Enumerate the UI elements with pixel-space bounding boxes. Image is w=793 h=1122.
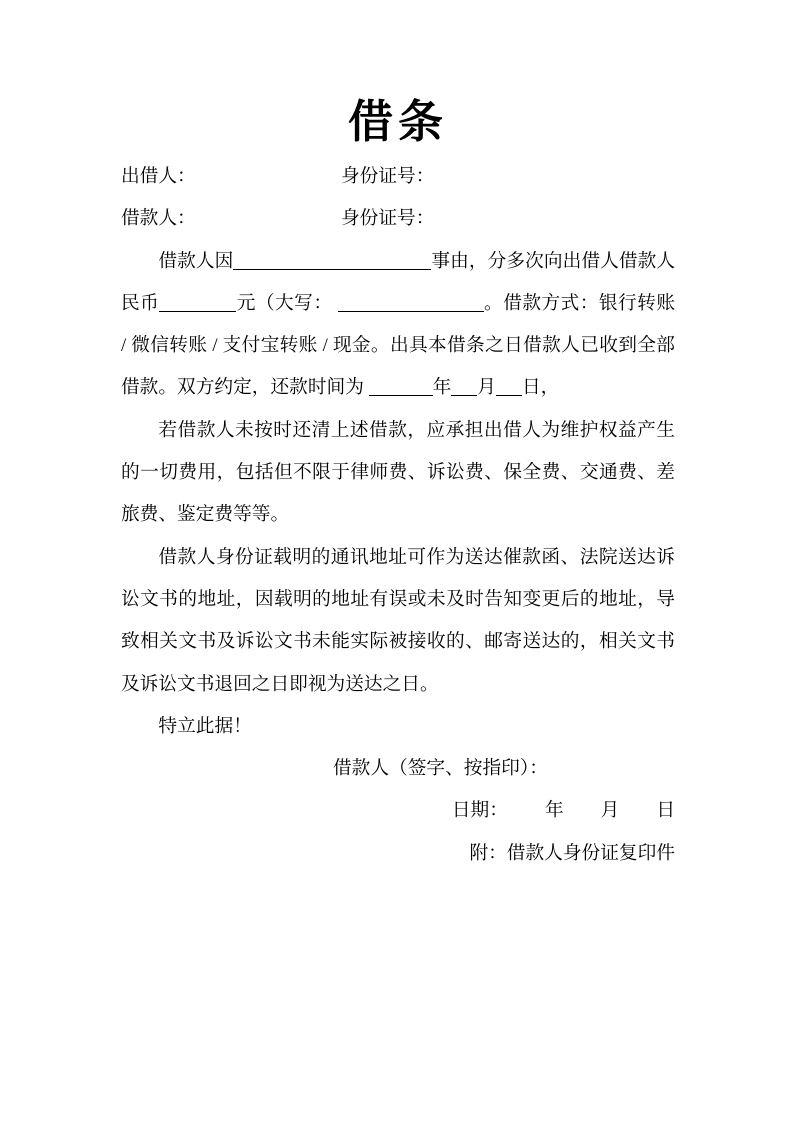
lender-label: 出借人： bbox=[121, 166, 196, 187]
paragraph-loan-details: 借款人因 事由，分多次向出借人借款人民币 元（大写： 。借款方式：银行转账 / 微信转账 / 支付宝转账 / 现金。出具本借条之日借款人已收到全部借款。双方约定，还款时间为 年 月 日， bbox=[121, 250, 676, 399]
date-day-label: 日 bbox=[656, 800, 675, 822]
paragraph-breach-costs: 若借款人未按时还清上述借款，应承担出借人为维护权益产生的一切费用，包括但不限于律师费、诉讼费、保全费、交通费、差旅费、鉴定费等等。 bbox=[121, 419, 675, 526]
document-title: 借条 bbox=[347, 96, 448, 147]
attachment-line: 附：借款人身份证复印件 bbox=[469, 842, 675, 864]
date-month-label: 月 bbox=[600, 800, 620, 822]
blank-underline-reason bbox=[233, 250, 431, 270]
paragraph-closing: 特立此据！ bbox=[158, 715, 252, 737]
date-year-label: 年 bbox=[544, 800, 564, 822]
borrower-label: 借款人： bbox=[121, 208, 196, 230]
paragraph-service-address: 借款人身份证载明的通讯地址可作为送达催款函、法院送达诉讼文书的地址，因载明的地址有误或未及时告知变更后的地址，导致相关文书及诉讼文书未能实际被接收的、邮寄送达的，相关文书及诉讼文书退回之日即视为送达之日。 bbox=[121, 546, 675, 695]
blank-underline-repay-day bbox=[496, 377, 522, 397]
blank-underline-amount bbox=[159, 292, 236, 312]
date-line bbox=[121, 790, 675, 832]
borrower-id-label: 身份证号： bbox=[341, 208, 435, 230]
lender-id-label: 身份证号： bbox=[341, 166, 435, 187]
blank-underline-repay-month bbox=[451, 377, 477, 397]
blank-underline-repay-year bbox=[369, 377, 433, 397]
borrower-signature-line: 借款人（签字、按指印）： bbox=[333, 758, 548, 780]
date-label: 日期： bbox=[451, 800, 508, 822]
blank-underline-amount-capital bbox=[338, 292, 484, 312]
borrower-row bbox=[121, 198, 675, 240]
lender-row bbox=[121, 156, 675, 198]
